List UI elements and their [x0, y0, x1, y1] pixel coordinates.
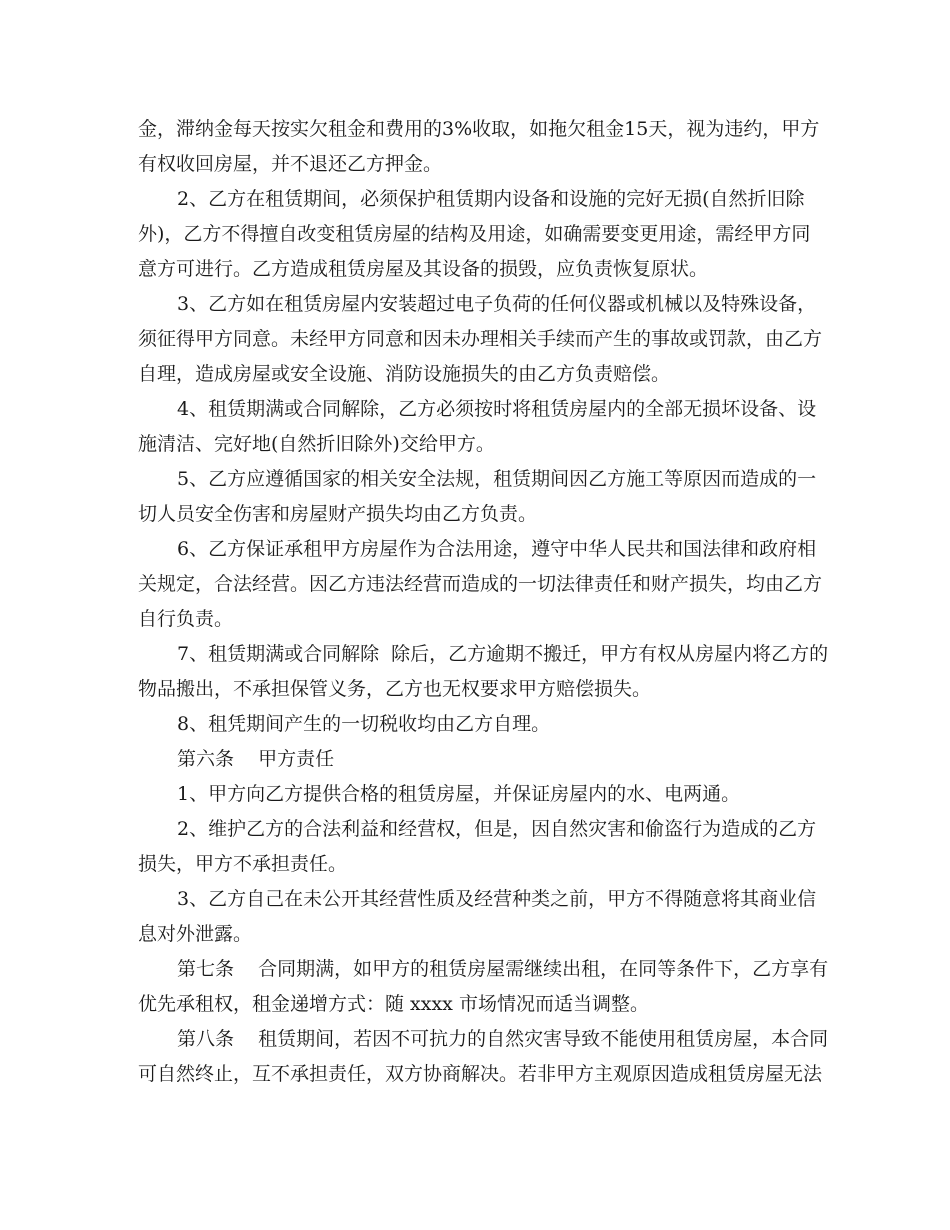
text-line: 4、租赁期满或合同解除，乙方必须按时将租赁房屋内的全部无损坏设备、设 — [177, 398, 817, 420]
text-line: 可自然终止，互不承担责任，双方协商解决。若非甲方主观原因造成租赁房屋无法 — [138, 1063, 823, 1085]
text-line: 意方可进行。乙方造成租赁房屋及其设备的损毁，应负责恢复原状。 — [138, 258, 709, 280]
text-line: 6、乙方保证承租甲方房屋作为合法用途，遵守中华人民共和国法律和政府相 — [177, 538, 817, 560]
text-line: 自理，造成房屋或安全设施、消防设施损失的由乙方负责赔偿。 — [138, 363, 671, 385]
text-line: 优先承租权，租金递增方式：随 xxxx 市场情况而适当调整。 — [138, 993, 649, 1015]
text-line: 2、维护乙方的合法利益和经营权，但是，因自然灾害和偷盗行为造成的乙方 — [177, 818, 817, 840]
text-line: 第八条 租赁期间，若因不可抗力的自然灾害导致不能使用租赁房屋，本合同 — [177, 1028, 829, 1050]
text-line: 3、乙方自己在未公开其经营性质及经营种类之前，甲方不得随意将其商业信 — [177, 888, 817, 910]
text-line: 切人员安全伤害和房屋财产损失均由乙方负责。 — [138, 503, 538, 525]
text-line: 7、租赁期满或合同解除 除后，乙方逾期不搬迁，甲方有权从房屋内将乙方的 — [177, 643, 829, 665]
text-line: 损失，甲方不承担责任。 — [138, 853, 348, 875]
text-line: 物品搬出，不承担保管义务，乙方也无权要求甲方赔偿损失。 — [138, 678, 652, 700]
section-heading: 第六条 甲方责任 — [177, 748, 335, 770]
text-line: 8、租凭期间产生的一切税收均由乙方自理。 — [177, 713, 551, 735]
text-line: 自行负责。 — [138, 608, 234, 630]
text-line: 第七条 合同期满，如甲方的租赁房屋需继续出租，在同等条件下，乙方享有 — [177, 958, 829, 980]
text-line: 外)，乙方不得擅自改变租赁房屋的结构及用途，如确需要变更用途，需经甲方同 — [138, 223, 811, 245]
text-line: 须征得甲方同意。未经甲方同意和因未办理相关手续而产生的事故或罚款，由乙方 — [138, 328, 823, 350]
text-line: 1、甲方向乙方提供合格的租赁房屋，并保证房屋内的水、电两通。 — [177, 783, 741, 805]
text-line: 3、乙方如在租赁房屋内安装超过电子负荷的任何仪器或机械以及特殊设备， — [177, 293, 817, 315]
text-line: 5、乙方应遵循国家的相关安全法规，租赁期间因乙方施工等原因而造成的一 — [177, 468, 817, 490]
text-line: 息对外泄露。 — [138, 923, 253, 945]
text-line: 关规定，合法经营。因乙方违法经营而造成的一切法律责任和财产损失，均由乙方 — [138, 573, 823, 595]
text-line: 金，滞纳金每天按实欠租金和费用的3%收取，如拖欠租金15天，视为违约，甲方 — [138, 118, 820, 140]
text-line: 2、乙方在租赁期间，必须保护租赁期内设备和设施的完好无损(自然折旧除 — [177, 188, 805, 210]
text-line: 有权收回房屋，并不退还乙方押金。 — [138, 153, 443, 175]
text-line: 施清洁、完好地(自然折旧除外)交给甲方。 — [138, 433, 495, 455]
